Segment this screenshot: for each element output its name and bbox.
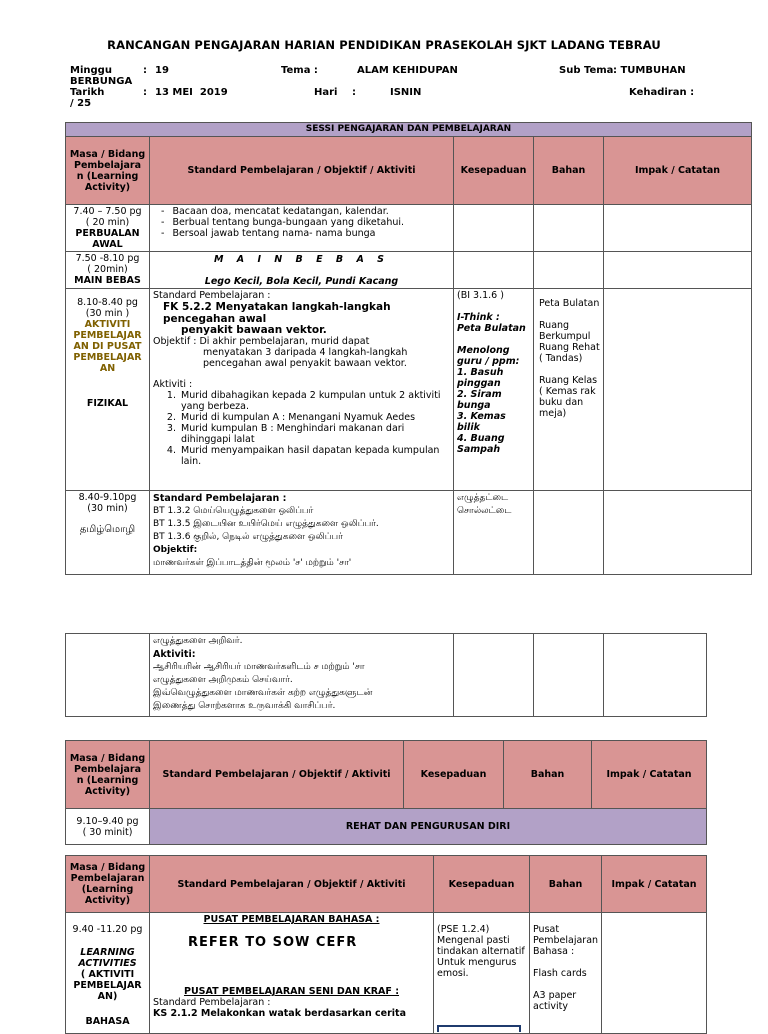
ks-standard: KS 2.1.2 Melakonkan watak berdasarkan cerita [153,1008,407,1019]
row5-la: LEARNING ACTIVITIES [78,947,137,969]
activity-cell [150,289,454,491]
header-bahan: Bahan [534,137,604,205]
list-item: 1. Basuh pinggan [457,367,504,389]
hari-label: Hari [314,87,338,98]
tema-label: Tema : [281,65,318,76]
bahan-cell [534,491,604,575]
activity-cell [150,634,454,717]
row1-area: PERBUALAN AWAL [75,228,140,250]
time-cell [66,634,150,717]
kesepaduan-cell [454,634,534,717]
row3-duration: (30 min ) [85,308,130,319]
row1-time: 7.40 – 7.50 pg [73,206,142,217]
activity-cell [150,252,454,289]
activity-cell [150,491,454,575]
row5-time: 9.40 -11.20 pg [72,924,143,935]
header-masa: Masa / Bidang Pembelajaran (Learning Activity) [66,856,150,913]
row2-time: 7.50 -8.10 pg [75,253,140,264]
list-item: இணைத்து சொற்களாக உருவாக்கி வாசிப்பர். [153,701,336,711]
rehat-duration: ( 30 minit) [82,826,133,838]
subtema-value: : TUMBUHAN [613,65,686,76]
time-cell [66,491,150,575]
fk-standard: FK 5.2.2 Menyatakan langkah-langkah pencegahan awal [163,301,391,325]
header-impak: Impak / Catatan [604,137,752,205]
lesson-table-2 [65,633,707,717]
objektif-text: மாணவர்கள் இப்பாடத்தின் மூலம் 'ச' மற்றும் 'சா' [153,558,352,568]
list-item: Pusat Pembelajaran Bahasa : [533,924,599,957]
bahan-cell [534,289,604,491]
lesson-table-3 [65,740,707,845]
kesepaduan-cell [454,205,534,252]
row4-time: 8.40-9.10pg [78,492,137,503]
time-cell [66,809,150,845]
list-item: 4. Murid menyampaikan hasil dapatan kepada kumpulan lain. [179,445,450,467]
list-item: Ruang Kelas ( Kemas rak buku dan meja) [539,375,598,419]
impak-cell [604,289,752,491]
tarikh-label: Tarikh [70,87,105,98]
list-item: - Bacaan doa, mencatat kedatangan, kalendar. [175,206,450,217]
list-item: (PSE 1.2.4) [437,924,490,935]
objektif-cont: menyatakan 3 daripada 4 langkah-langkah pencegahan awal penyakit bawaan vektor. [203,347,408,369]
table-row [66,289,752,491]
refer-sow: REFER TO SOW CEFR [188,935,358,950]
header-standard: Standard Pembelajaran / Objektif / Aktiviti [150,856,434,913]
bahan-cell [534,205,604,252]
list-item: ஆசிரியரின் ஆசிரியர் மாணவர்களிடம் ச மற்றும் 'சா [153,662,365,672]
row4-duration: (30 min) [87,503,128,514]
time-cell [66,913,150,1034]
hari-colon: : [352,87,356,98]
kesepaduan-cell [434,913,530,1034]
row3-time: 8.10-8.40 pg [77,297,138,308]
bt-item: BT 1.3.5 இடையின உயிர்மெய் எழுத்துகளை ஒலிப்பர். [153,519,379,529]
kesepaduan-cell [454,252,534,289]
lesson-table-1 [65,122,752,575]
box-fragment [437,1025,521,1032]
row4-area: தமிழ்மொழி [79,524,136,535]
header-masa: Masa / Bidang Pembelajara n (Learning Activity) [66,137,150,205]
row2-duration: ( 20min) [87,264,128,275]
bt-item: BT 1.3.2 மெய்யெழுத்துகளை ஒலிப்பர் [153,506,314,516]
aktiviti-label: Aktiviti: [153,649,196,660]
objektif-line: Objektif : Di akhir pembelajaran, murid dapat [153,336,370,347]
impak-cell [602,913,707,1034]
sp-label: Standard Pembelajaran : [153,997,271,1008]
main-bebas-detail: Lego Kecil, Bola Kecil, Pundi Kacang [204,276,399,287]
attendance-fraction: / 25 [70,98,92,109]
header-standard: Standard Pembelajaran / Objektif / Aktiviti [150,137,454,205]
kes-ithink: I-Think : [457,312,500,323]
aktiviti-label: Aktiviti : [153,379,193,390]
table-row [66,809,707,845]
header-impak: Impak / Catatan [592,741,707,809]
activity-cell [150,913,434,1034]
list-item: 2. Murid di kumpulan A : Menangani Nyamuk Aedes [179,412,450,423]
kesepaduan-cell [454,491,534,575]
header-standard: Standard Pembelajaran / Objektif / Aktiviti [150,741,404,809]
list-item: Peta Bulatan [539,298,600,309]
list-item: இவ்வெழுத்துகளை மாணவர்கள் கற்ற எழுத்துகளுடன் [153,688,373,698]
bahan-cell [534,634,604,717]
row3-fizikal: FIZIKAL [86,398,129,409]
lesson-table-4 [65,855,707,1034]
tarikh-value: 13 MEI 2019 [155,87,228,98]
tarikh-colon: : [143,87,147,98]
list-item: 3. Kemas bilik [457,411,506,433]
list-item: Ruang Rehat ( Tandas) [539,342,600,364]
sp-label: Standard Pembelajaran : [153,493,287,504]
list-item: A3 paper activity [533,990,577,1012]
kehadiran-label: Kehadiran : [629,87,695,98]
bt-item: BT 1.3.6 குறில், நெடில் எழுத்துகளை ஒலிப்பர் [153,532,343,542]
list-item: எழுத்துகளை அறிமுகம் செய்வார். [153,675,293,685]
impak-cell [604,634,707,717]
table-row [66,491,752,575]
impak-cell [604,491,752,575]
row5-aktiviti: ( AKTIVITI PEMBELAJAR AN) [73,969,142,1002]
kes-menolong: Menolong guru / ppm: [457,345,520,367]
pusat-seni-heading: PUSAT PEMBELAJARAN SENI DAN KRAF : [183,986,400,997]
list-item: 2. Siram bunga [457,389,502,411]
time-cell [66,205,150,252]
header-impak: Impak / Catatan [602,856,707,913]
tema-value: ALAM KEHIDUPAN [357,65,458,76]
table-row [66,913,707,1034]
list-item: - Berbual tentang bunga-bungaan yang diketahui. [175,217,450,228]
bahan-cell [534,252,604,289]
header-bahan: Bahan [504,741,592,809]
minggu-label: Minggu [70,65,112,76]
time-cell [66,252,150,289]
table-row [66,252,752,289]
bahan-cell [530,913,602,1034]
header-kesepaduan: Kesepaduan [404,741,504,809]
cont-line: எழுத்துகளை அறிவர். [153,636,243,646]
list-item: 3. Murid kumpulan B : Menghindari makanan dari dihinggapi lalat [179,423,450,445]
hari-value: ISNIN [390,87,422,98]
list-item: 1. Murid dibahagikan kepada 2 kumpulan untuk 2 aktiviti yang berbeza. [179,390,450,412]
activity-cell [150,205,454,252]
kes-tamil: எழுத்தட்டை சொல்லட்டை [457,493,512,516]
header-kesepaduan: Kesepaduan [434,856,530,913]
row1-duration: ( 20 min) [85,217,130,228]
main-bebas-heading: M A I N B E B A S [214,254,389,265]
list-item: Ruang Berkumpul [539,320,591,342]
rehat-band: REHAT DAN PENGURUSAN DIRI [150,809,707,845]
row3-aktiviti: AKTIVITI PEMBELAJAR AN DI PUSAT PEMBELAJAR AN [73,319,142,374]
pusat-bahasa-heading: PUSAT PEMBELAJARAN BAHASA : [203,914,380,925]
rehat-time: 9.10–9.40 pg [76,815,139,827]
row5-bahasa: BAHASA [85,1016,130,1027]
list-item: Flash cards [533,968,587,979]
list-item: Mengenal pasti tindakan alternatif [437,935,525,957]
list-item: Untuk mengurus emosi. [437,957,517,979]
minggu-colon: : [143,65,147,76]
header-masa: Masa / Bidang Pembelajara n (Learning Activity) [66,741,150,809]
row2-area: MAIN BEBAS [74,275,141,286]
impak-cell [604,205,752,252]
kesepaduan-cell [454,289,534,491]
header-bahan: Bahan [530,856,602,913]
fk-standard-cont: penyakit bawaan vektor. [181,324,327,336]
subtema-label: Sub Tema [559,65,614,76]
sp-label: Standard Pembelajaran : [153,290,271,301]
time-cell [66,289,150,491]
list-item: - Bersoal jawab tentang nama- nama bunga [175,228,450,239]
objektif-label: Objektif: [153,545,198,555]
table-row [66,634,707,717]
impak-cell [604,252,752,289]
session-band: SESSI PENGAJARAN DAN PEMBELAJARAN [66,123,752,137]
document-title: RANCANGAN PENGAJARAN HARIAN PENDIDIKAN PRASEKOLAH SJKT LADANG TEBRAU [107,38,661,52]
header-kesepaduan: Kesepaduan [454,137,534,205]
list-item: 4. Buang Sampah [457,433,505,455]
kes-peta: Peta Bulatan [457,323,526,334]
berbunga-text: BERBUNGA [70,76,133,87]
minggu-value: 19 [155,65,169,76]
table-row [66,205,752,252]
kes-bi: (BI 3.1.6 ) [457,290,504,301]
